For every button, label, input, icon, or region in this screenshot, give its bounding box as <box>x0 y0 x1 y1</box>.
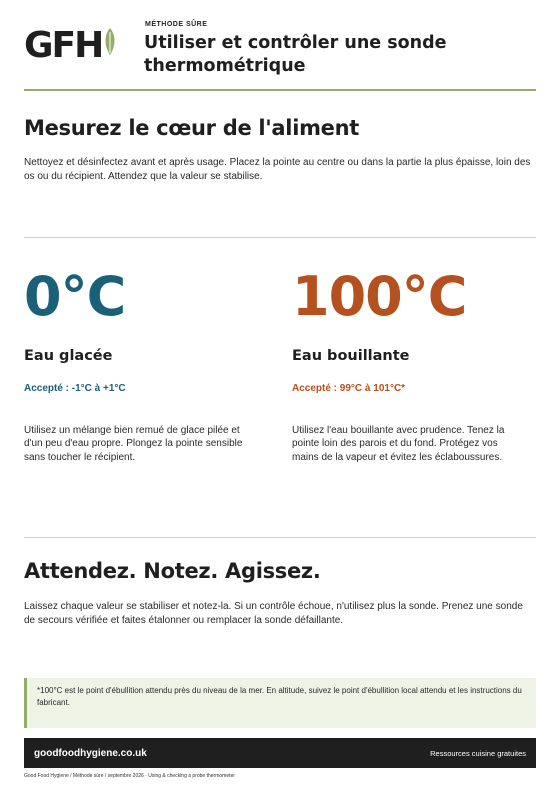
header-rule <box>24 89 536 91</box>
divider-middle <box>24 537 536 538</box>
footer-tagline: Ressources cuisine gratuites <box>430 748 526 758</box>
logo-text: GFH <box>24 25 103 66</box>
ice-accepted-range: Accepté : -1°C à +1°C <box>24 383 126 394</box>
boiling-description: Utilisez l'eau bouillante avec prudence. Tenez la pointe loin des parois et du fond. Protégez vos mains de la vapeur et évitez les éclaboussures. <box>292 425 505 463</box>
ice-temperature: 0°C <box>24 265 126 328</box>
boiling-name: Eau bouillante <box>292 348 410 364</box>
ice-description: Utilisez un mélange bien remué de glace pilée et d'un peu d'eau propre. Plongez la pointe sensible sans toucher le récipient. <box>24 425 243 463</box>
divider-top <box>24 237 536 238</box>
note-text: *100°C est le point d'ébullition attendu près du niveau de la mer. En altitude, suivez le point d'ébullition local attendu et les instructions du fabricant. <box>37 686 522 707</box>
altitude-note <box>24 678 536 728</box>
intro-body: Nettoyez et désinfectez avant et après usage. Placez la pointe au centre ou dans la partie la plus épaisse, loin des os ou du récipient. Attendez que la valeur se stabilise. <box>24 157 531 182</box>
ice-water-check <box>24 265 264 463</box>
gfh-logo <box>24 25 117 66</box>
action-body: Laissez chaque valeur se stabiliser et notez-la. Si un contrôle échoue, n'utilisez plus la sonde. Prenez une sonde de secours vérifiée et faites étalonner ou remplacer la sonde défaillante. <box>24 601 523 626</box>
page-header <box>24 20 536 92</box>
boiling-water-check <box>292 265 532 463</box>
ice-name: Eau glacée <box>24 348 113 364</box>
intro-heading: Mesurez le cœur de l'aliment <box>24 116 360 140</box>
fine-print: Good Food Hygiene / Méthode sûre / septembre 2026 · Using & checking a probe thermometer <box>24 773 235 779</box>
boiling-accepted-range: Accepté : 99°C à 101°C* <box>292 383 406 394</box>
page-title: Utiliser et contrôler une sonde thermométrique <box>144 33 447 76</box>
leaf-icon <box>103 27 117 62</box>
footer-bar <box>24 738 536 768</box>
footer-link[interactable]: goodfoodhygiene.co.uk <box>34 747 147 759</box>
header-kicker: MÉTHODE SÛRE <box>145 21 208 28</box>
action-heading: Attendez. Notez. Agissez. <box>24 559 321 583</box>
boiling-temperature: 100°C <box>292 265 467 328</box>
